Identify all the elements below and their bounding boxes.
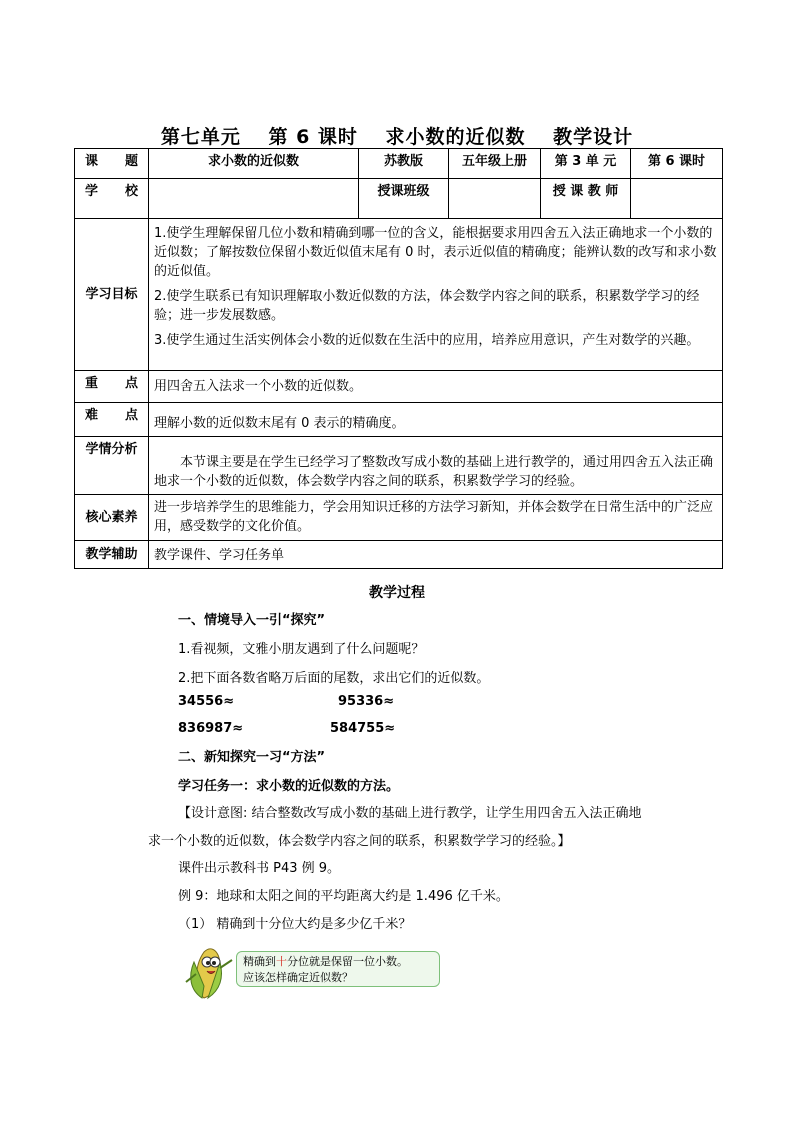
bubble-line-2: 应该怎样确定近似数？ [243,971,353,984]
design-intent-line2: 求一个小数的近似数，体会数学内容之间的联系，积累数学学习的经验。】 [148,834,571,849]
title-topic: 求小数的近似数 [385,126,526,148]
label-aids: 教学辅助 [75,541,149,569]
question-1: 1.看视频，文雅小朋友遇到了什么问题呢？ [178,642,425,657]
courseware-note: 课件出示教科书 P43 例 9。 [178,861,341,876]
number-item: 836987≈ [178,721,244,736]
speech-bubble [236,951,440,987]
row-difficulty [75,403,723,437]
task-1: 学习任务一：求小数的近似数的方法。 [178,779,400,794]
goal-item: 1.使学生理解保留几位小数和精确到哪一位的含义，能根据要求用四舍五入法正确地求一个小数的近似数；了解按数位保留小数近似值末尾有 0 时，表示近似值的精确度；能辨认数的改写和求小数的近似值。 [154,226,717,279]
row-topic [75,149,723,179]
label-teacher: 授 课 教 师 [541,179,631,219]
example-9: 例 9：地球和太阳之间的平均距离大约是 1.496 亿千米。 [178,889,509,904]
row-key-point [75,371,723,403]
section1-heading: 一、情境导入一引“探究” [178,613,326,628]
difficulty-text: 理解小数的近似数末尾有 0 表示的精确度。 [149,403,723,437]
corn-mascot-illustration [180,940,240,1002]
row-school [75,179,723,219]
label-class: 授课班级 [359,179,449,219]
publisher: 苏教版 [359,149,449,179]
title-unit: 第七单元 [160,126,241,148]
label-analysis: 学情分析 [75,437,149,495]
grade: 五年级上册 [449,149,541,179]
number-item: 584755≈ [330,721,396,736]
sub-question-1: （1） 精确到十分位大约是多少亿千米？ [178,917,412,932]
bubble-line-1 [243,954,433,970]
row-literacy [75,495,723,541]
bubble-text: 分位就是保留一位小数。 [287,955,408,968]
number-item: 34556≈ [178,694,235,709]
design-intent-line1: 【设计意图: 结合整数改写成小数的基础上进行教学，让学生用四舍五入法正确地 [178,806,642,821]
number-item: 95336≈ [338,694,395,709]
question-2: 2.把下面各数省略万后面的尾数，求出它们的近似数。 [178,671,490,686]
label-goals: 学习目标 [75,219,149,371]
row-goals [75,219,723,371]
label-key-point: 重 点 [75,371,149,403]
label-literacy: 核心素养 [75,495,149,541]
aids-text: 教学课件、学习任务单 [149,541,723,569]
title-type: 教学设计 [553,126,634,148]
lesson: 第 6 课时 [631,149,723,179]
row-aids [75,541,723,569]
lesson-info-table [74,148,723,569]
goals-list [149,219,723,371]
document-title [0,122,794,149]
analysis-text: 本节课主要是在学生已经学习了整数改写成小数的基础上进行教学的，通过用四舍五入法正确地求一个小数的近似数，体会数学内容之间的联系，积累数学学习的经验。 [149,437,723,495]
school-value [149,179,359,219]
label-school: 学 校 [75,179,149,219]
label-difficulty: 难 点 [75,403,149,437]
goal-item: 3.使学生通过生活实例体会小数的近似数在生活中的应用，培养应用意识，产生对数学的兴趣。 [154,333,700,348]
goal-item: 2.使学生联系已有知识理解取小数近似数的方法，体会数学内容之间的联系，积累数学学习的经验；进一步发展数感。 [154,289,700,323]
title-lesson: 第 6 课时 [268,126,358,148]
literacy-text: 进一步培养学生的思维能力，学会用知识迁移的方法学习新知，并体会数学在日常生活中的广泛应用，感受数学的文化价值。 [149,495,723,541]
section2-heading: 二、新知探究一习“方法” [178,750,326,765]
bubble-text: 精确到 [243,955,276,968]
bubble-highlight: 十 [276,955,287,968]
unit: 第 3 单 元 [541,149,631,179]
class-value [449,179,541,219]
teacher-value [631,179,723,219]
process-title: 教学过程 [369,585,425,601]
row-analysis [75,437,723,495]
label-topic: 课 题 [75,149,149,179]
key-point-text: 用四舍五入法求一个小数的近似数。 [149,371,723,403]
topic-value: 求小数的近似数 [149,149,359,179]
